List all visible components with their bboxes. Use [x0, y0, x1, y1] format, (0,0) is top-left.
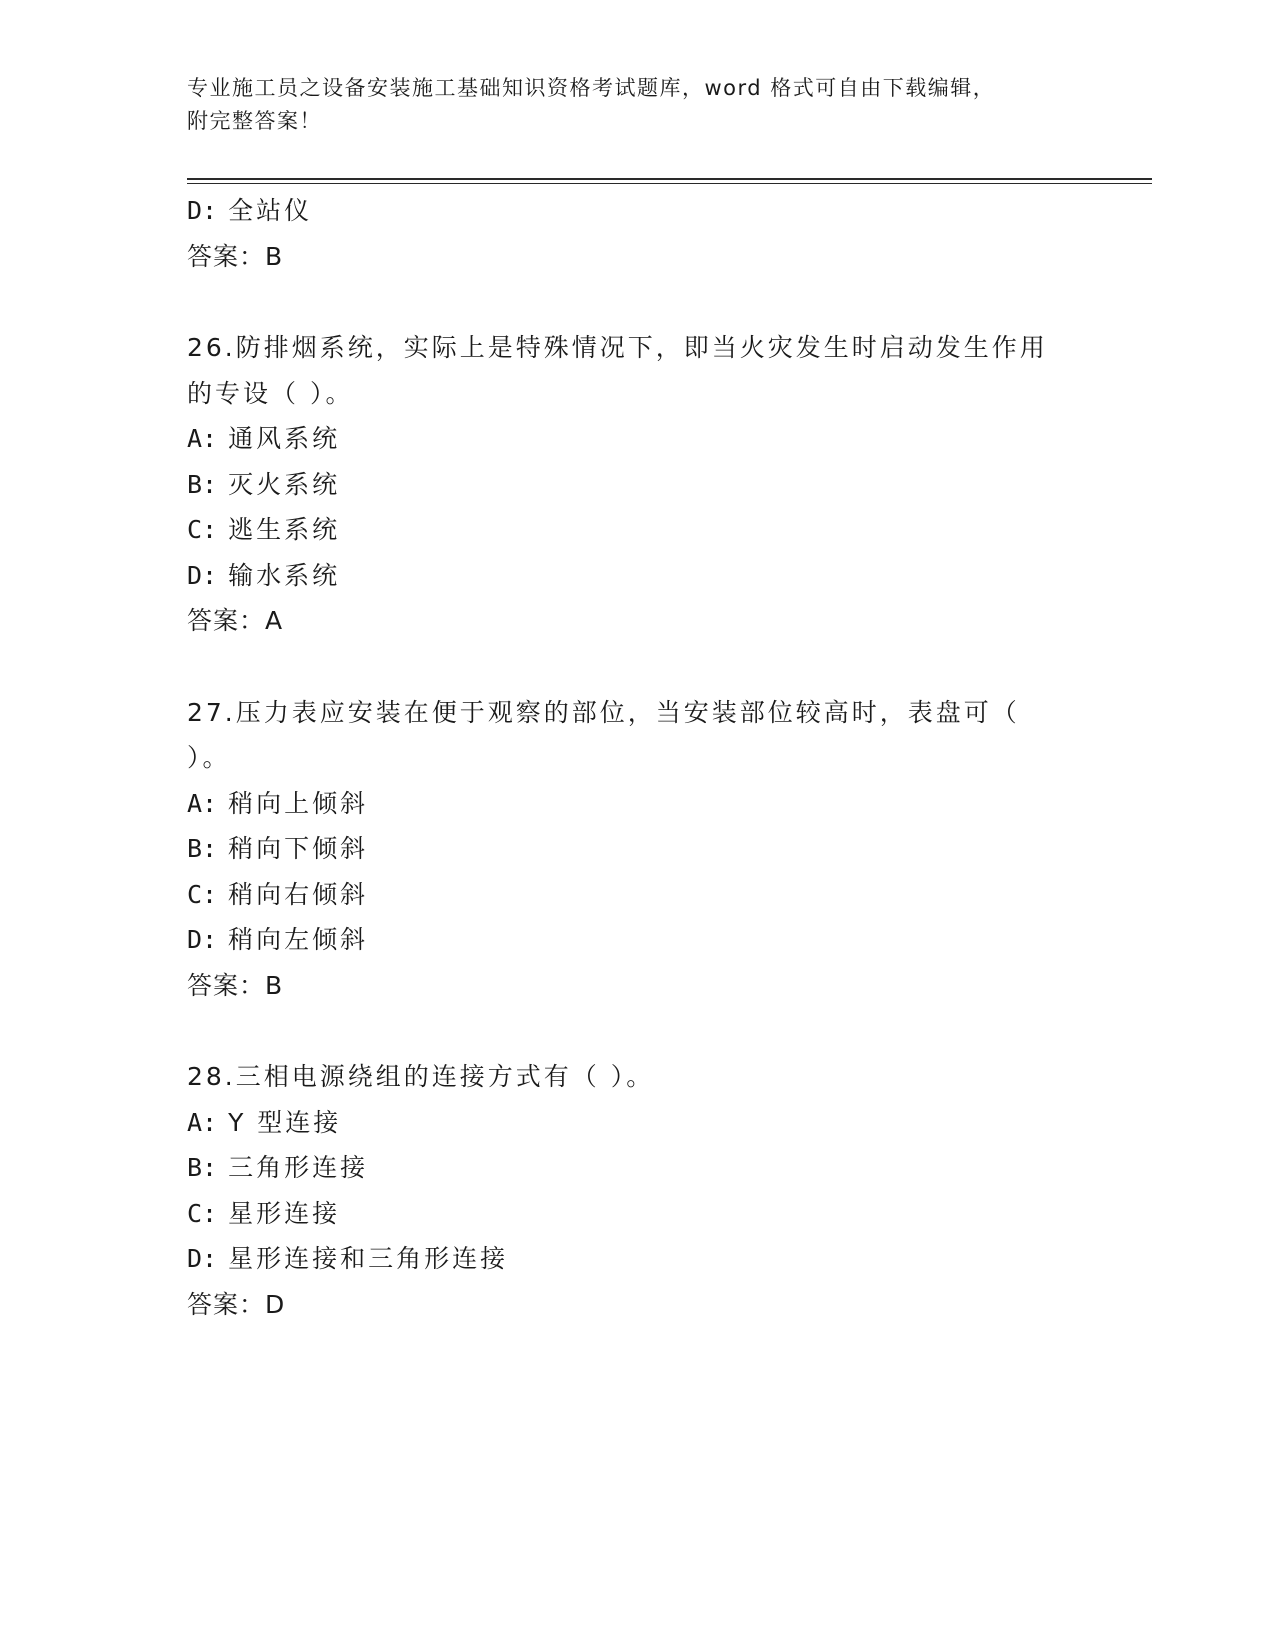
- option-text: Y 型连接: [228, 1107, 342, 1137]
- question-28: [187, 1054, 1087, 1327]
- question-stem: [187, 325, 1067, 416]
- option-letter: D:: [187, 560, 218, 590]
- question-26: [187, 325, 1087, 644]
- answer-label: 答案：: [187, 241, 266, 271]
- question-text: 三相电源绕组的连接方式有（ ）。: [235, 1062, 655, 1091]
- option-text: 逃生系统: [228, 515, 341, 544]
- option-text: 稍向右倾斜: [228, 879, 369, 909]
- answer-line: [187, 234, 1087, 280]
- option-letter: D:: [187, 925, 218, 954]
- option-letter: B:: [187, 469, 218, 499]
- option-item: [187, 1145, 1087, 1191]
- answer-label: 答案：: [187, 1289, 266, 1319]
- option-text: 稍向下倾斜: [228, 834, 369, 863]
- option-letter: C:: [187, 879, 218, 909]
- option-letter: B:: [187, 834, 218, 863]
- question-stem: [187, 690, 1067, 781]
- option-item: [187, 781, 1087, 827]
- answer-line: [187, 1282, 1087, 1328]
- header-line-1: 专业施工员之设备安装施工基础知识资格考试题库，word 格式可自由下载编辑，: [187, 76, 996, 100]
- option-letter: D:: [187, 196, 218, 225]
- question-27: [187, 690, 1087, 1009]
- option-item: [187, 872, 1087, 918]
- question-content: [187, 188, 1087, 1327]
- option-item: [187, 507, 1087, 553]
- answer-label: 答案：: [187, 606, 266, 635]
- answer-line: [187, 963, 1087, 1009]
- question-text: 防排烟系统，实际上是特殊情况下，即当火灾发生时启动发生作用的专设（ ）。: [187, 333, 1048, 408]
- option-text: 稍向左倾斜: [228, 925, 369, 954]
- option-text: 通风系统: [228, 424, 341, 453]
- option-item: [187, 1191, 1087, 1237]
- option-item: [187, 826, 1087, 872]
- option-text: 稍向上倾斜: [228, 788, 369, 818]
- header-line-2: 附完整答案！: [187, 109, 322, 133]
- option-letter: B:: [187, 1153, 218, 1182]
- option-letter: A:: [187, 424, 218, 453]
- question-number: 27.: [187, 697, 236, 727]
- option-text: 灭火系统: [228, 469, 341, 499]
- option-letter: C:: [187, 515, 218, 544]
- answer-label: 答案：: [187, 970, 266, 1000]
- header-divider-thick: [187, 178, 1152, 180]
- question-number: 26.: [187, 333, 236, 362]
- option-item: [187, 1100, 1087, 1146]
- question-stem: [187, 1054, 1067, 1100]
- answer-value: A: [265, 606, 284, 635]
- answer-value: B: [265, 970, 284, 1000]
- option-item: [187, 416, 1087, 462]
- option-letter: D:: [187, 1244, 218, 1273]
- answer-value: B: [265, 241, 284, 271]
- option-item: [187, 553, 1087, 599]
- option-text: 三角形连接: [228, 1153, 369, 1182]
- question-text: 压力表应安装在便于观察的部位，当安装部位较高时，表盘可（ ）。: [187, 697, 1020, 772]
- option-letter: A:: [187, 788, 218, 818]
- option-text: 输水系统: [228, 560, 341, 590]
- question-gap: [187, 279, 1087, 325]
- option-letter: C:: [187, 1198, 218, 1228]
- header-divider-thin: [187, 183, 1152, 184]
- question-gap: [187, 644, 1087, 690]
- option-item: [187, 462, 1087, 508]
- option-item: [187, 917, 1087, 963]
- option-item: [187, 188, 1087, 234]
- page-header: [187, 72, 1067, 138]
- answer-value: D: [265, 1289, 286, 1319]
- option-text: 星形连接和三角形连接: [228, 1244, 509, 1273]
- answer-line: [187, 598, 1087, 644]
- question-number: 28.: [187, 1062, 236, 1091]
- question-gap: [187, 1008, 1087, 1054]
- option-letter: A:: [187, 1107, 218, 1137]
- option-text: 全站仪: [228, 196, 313, 225]
- continued-question: [187, 188, 1087, 279]
- option-text: 星形连接: [228, 1198, 341, 1228]
- option-item: [187, 1236, 1087, 1282]
